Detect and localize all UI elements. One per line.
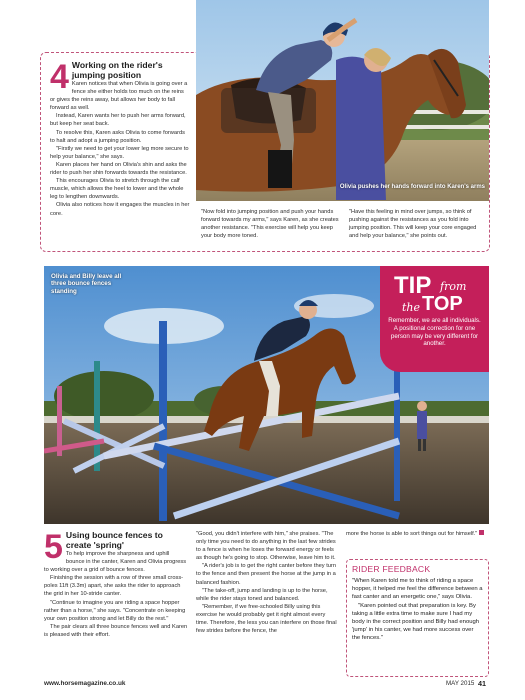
paragraph: Instead, Karen wants her to push her arms forward, but keep her seat back. — [50, 113, 186, 128]
paragraph: "When Karen told me to think of riding a space hopper, it helped me feel the difference between a fast canter and an energetic one," says Olivia. — [352, 578, 483, 601]
paragraph: "Continue to imagine you are riding a space hopper rather than a horse," she says. "Concentrate on keeping your own position strong and let Billy do the rest." — [44, 599, 186, 622]
section4-number: 4 — [50, 58, 69, 96]
tip-body: Remember, we are all individuals. A positional correction for one person may be very different for another. — [388, 317, 481, 348]
paragraph: Karen notices that when Olivia is going over a fence she either holds too much on the reins or gives the reins away, but allows her body to fall forward as well. — [50, 81, 188, 112]
paragraph: The pair clears all three bounce fences well and Karen is pleased with their effort. — [44, 623, 188, 638]
section5-column-1 — [44, 530, 189, 639]
paragraph: Finishing the session with a row of three small cross-poles 11ft (3.3m) apart, she asks the rider to approach the grid in her 10-stride canter. — [44, 575, 184, 598]
section4-column-3: "Have this feeling in mind over jumps, so think of pushing against the resistances as you fold into jumping position. This will keep your core engaged and help your balance," she points out. — [349, 209, 477, 240]
paragraph: "Good, you didn't interfere with him," she praises. "The only time you need to do anything in the last few strides to a fence is when he loses the forward energy or feels as though he's going to stop. Otherwise, leave him to it. — [196, 531, 336, 562]
paragraph: To help improve the sharpness and uphill bounce in the canter, Karen and Olivia progress to working over a grid of bounce fences. — [44, 551, 187, 574]
tip-word-tip: TIP — [394, 272, 432, 299]
paragraph: more the horse is able to sort things out for himself." — [346, 531, 478, 537]
paragraph: "Karen pointed out that preparation is key. By taking a little extra time to make sure I had my body in the correct position and Billy had enough 'jump' in his canter, we had more success over the fences." — [352, 602, 480, 642]
section5-number: 5 — [44, 528, 63, 566]
section4-column-1 — [50, 60, 190, 218]
paragraph: Karen places her hand on Olivia's shin and asks the rider to push her shin forwards towards the resistance. — [50, 161, 187, 177]
photo2-caption: Olivia and Billy leave all three bounce fences standing — [51, 273, 122, 295]
paragraph: "Remember, if we free-schooled Billy using this exercise he would probably get it right almost every time. Therefore, the less you can interfere on those final few strides before the fence, the — [196, 603, 337, 635]
rider-feedback-body — [352, 577, 483, 643]
section5-body — [44, 550, 189, 639]
section5-column-2 — [196, 530, 339, 635]
section5-column-3 — [346, 530, 486, 538]
paragraph: "Firstly we need to get your lower leg more secure to help your balance," she says. — [50, 145, 189, 160]
paragraph: Olivia also notices how it engages the muscles in her core. — [50, 202, 190, 217]
tip-from-the-top-box — [380, 266, 489, 372]
photo1-caption: Olivia pushes her hands forward into Karen's arms — [339, 183, 485, 190]
section4-body — [50, 80, 190, 218]
photo-illustration — [196, 0, 489, 201]
section4-column-2: "Now fold into jumping position and push your hands forward towards my arms," says Karen, as she creates another resistance. "This exercise will help you keep your body more toned. — [201, 209, 339, 240]
photo-rider-jumping-position — [196, 0, 489, 201]
section5-title: Using bounce fences to create 'spring' — [65, 530, 163, 550]
paragraph: "The take-off, jump and landing is up to the horse, while the rider stays toned and balanced. — [196, 587, 328, 602]
footer-url: www.horsemagazine.co.uk — [44, 680, 126, 687]
tip-word-top: TOP — [422, 293, 463, 315]
rider-feedback-title: RIDER FEEDBACK — [352, 564, 431, 574]
tip-word-from: from — [440, 280, 467, 293]
section4-title: Working on the rider's jumping position — [71, 60, 163, 80]
footer-date: MAY 2015 — [446, 680, 475, 687]
paragraph: This encourages Olivia to stretch through the calf muscle, which allows the heel to lower and the whole leg to lengthen downwards. — [50, 178, 184, 201]
end-of-article-mark — [479, 530, 484, 535]
section4-heading — [50, 58, 190, 96]
rider-feedback-box — [346, 559, 489, 677]
tip-word-the: the — [402, 301, 421, 314]
tip-heading — [380, 272, 489, 315]
page-number: 41 — [478, 679, 486, 688]
paragraph: To resolve this, Karen asks Olivia to come forwards to halt and adopt a jumping position. — [50, 129, 185, 144]
paragraph: "A rider's job is to get the right canter before they turn to the fence and then present the horse at the jump in a balanced fashion. — [196, 563, 336, 586]
